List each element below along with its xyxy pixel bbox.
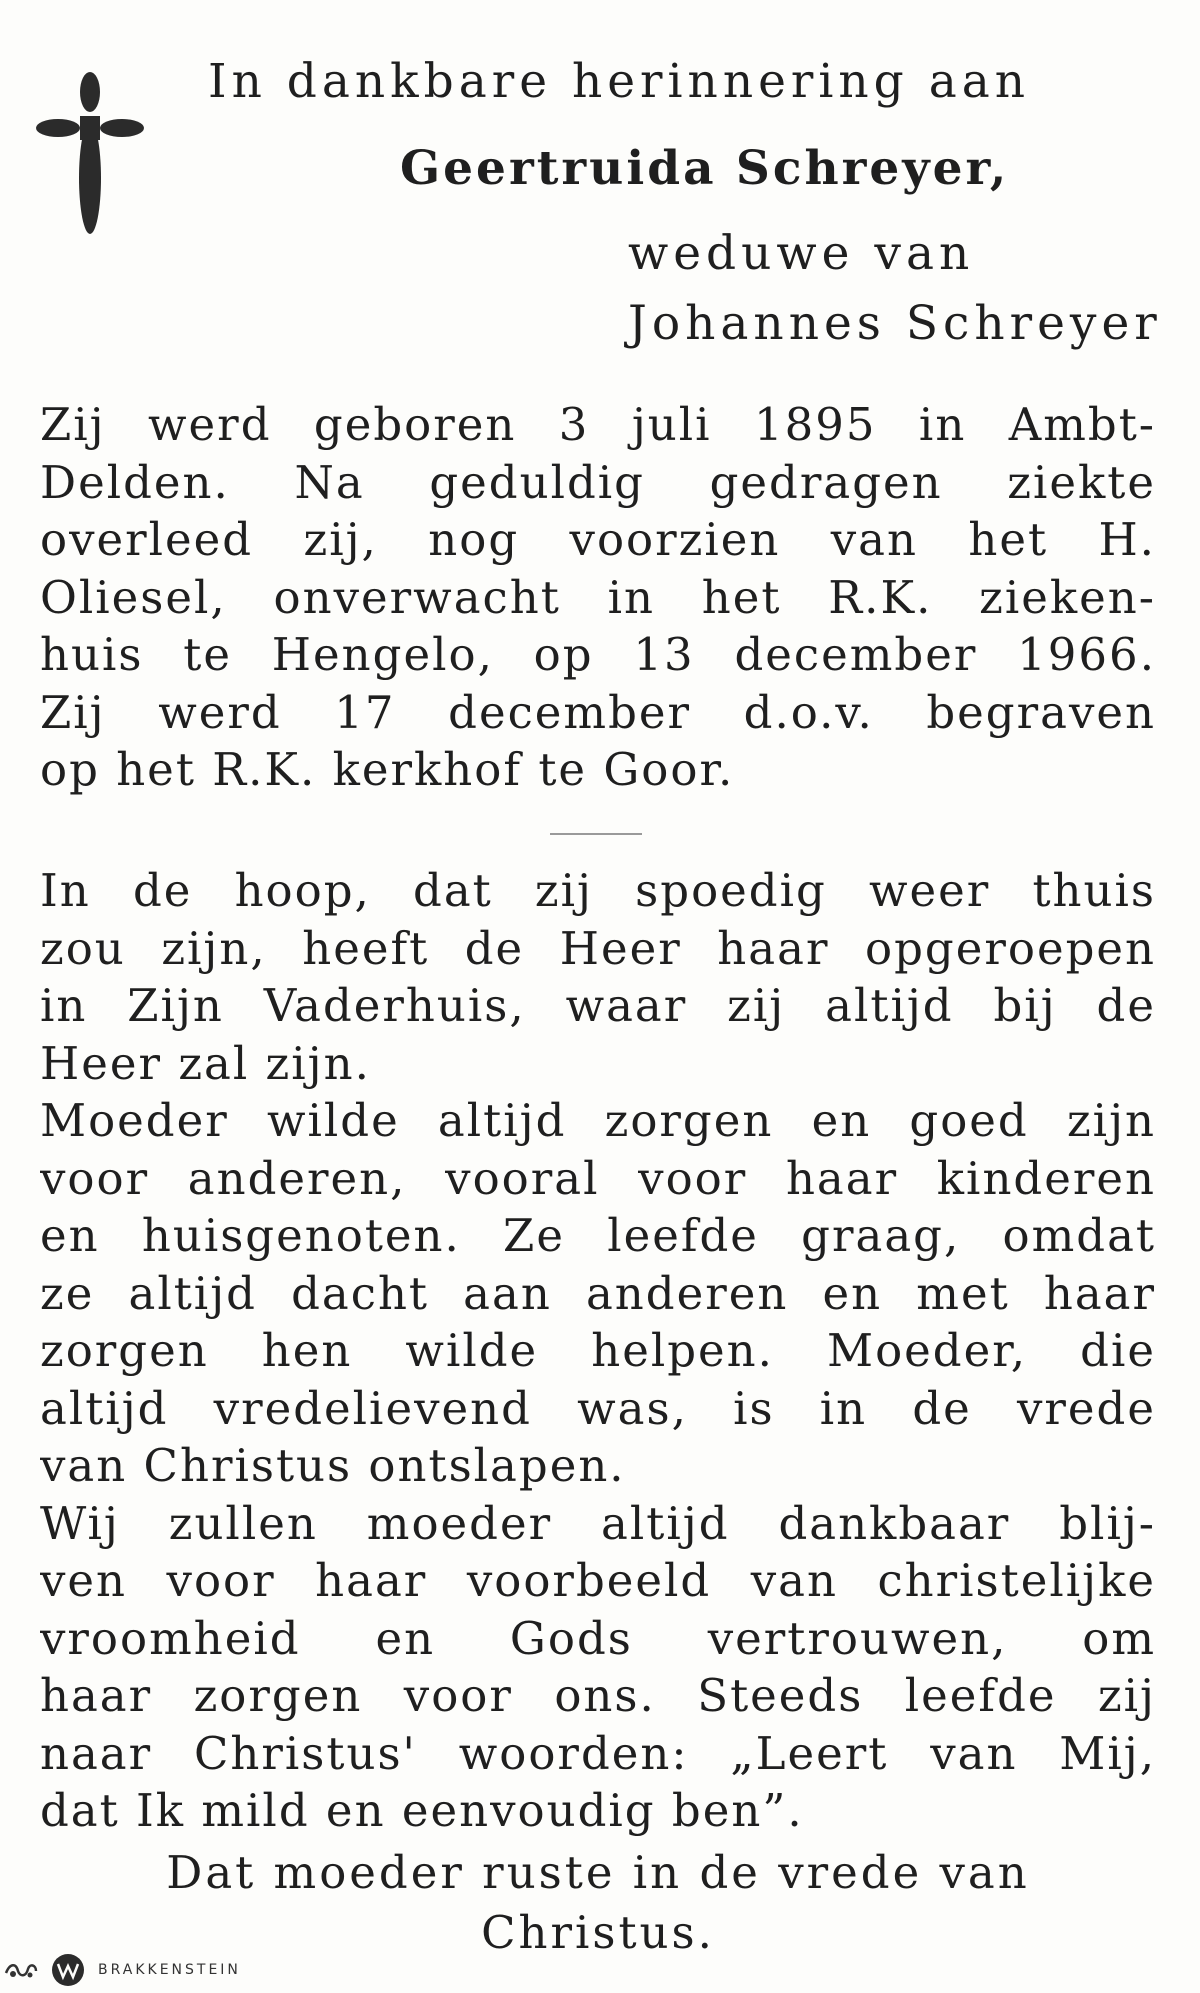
- biography-line: op het R.K. kerkhof te Goor.: [40, 743, 735, 796]
- biography-paragraph: [40, 396, 1156, 799]
- tribute-line: Wij zullen moeder altijd dankbaar blij-: [40, 1496, 1156, 1550]
- deceased-name: Geertruida Schreyer,: [400, 141, 1010, 196]
- biography-line: Zij werd geboren 3 juli 1895 in Ambt-: [40, 398, 1156, 451]
- tribute-line: dat Ik mild en eenvoudig ben”.: [40, 1784, 804, 1837]
- tribute-line: haar zorgen voor ons. Steeds leefde zij: [40, 1669, 1156, 1722]
- biography-line: Delden. Na geduldig gedragen ziekte: [40, 455, 1156, 509]
- tribute-line: ven voor haar voorbeeld van christelijke: [40, 1554, 1156, 1607]
- tribute-line: Moeder wilde altijd zorgen en goed zijn: [40, 1094, 1156, 1147]
- tribute-line: in Zijn Vaderhuis, waar zij altijd bij de: [40, 979, 1156, 1032]
- tribute-line: en huisgenoten. Ze leefde graag, omdat: [40, 1209, 1156, 1262]
- biography-line: Zij werd 17 december d.o.v. begraven: [40, 685, 1156, 739]
- printer-logo-icon: [46, 1953, 90, 1987]
- tribute-line: naar Christus' woorden: „Leert van Mij,: [40, 1726, 1156, 1780]
- tribute-line: voor anderen, vooral voor haar kinderen: [40, 1151, 1156, 1205]
- closing-line: Christus.: [481, 1906, 715, 1959]
- intro-line: In dankbare herinnering aan: [208, 54, 1031, 109]
- printer-name: BRAKKENSTEIN: [98, 1962, 241, 1978]
- tribute-line: In de hoop, dat zij spoedig weer thuis: [40, 864, 1156, 917]
- biography-line: overleed zij, nog voorzien van het H.: [40, 513, 1156, 566]
- tribute-line: ze altijd dacht aan anderen en met haar: [40, 1266, 1156, 1320]
- closing-line: Dat moeder ruste in de vrede van: [166, 1846, 1030, 1899]
- tribute-paragraph: [40, 862, 1156, 1840]
- printer-mark-icon: [4, 1959, 38, 1981]
- biography-line: Oliesel, onverwacht in het R.K. zieken-: [40, 570, 1156, 624]
- tribute-line: vroomheid en Gods vertrouwen, om: [40, 1611, 1156, 1665]
- tribute-line: Heer zal zijn.: [40, 1036, 371, 1090]
- widow-of-line: weduwe van: [628, 226, 975, 281]
- printer-imprint: [4, 1955, 241, 1985]
- tribute-line: zou zijn, heeft de Heer haar opgeroepen: [40, 921, 1156, 975]
- cross-icon: [36, 68, 144, 236]
- tribute-line: zorgen hen wilde helpen. Moeder, die: [40, 1324, 1156, 1377]
- husband-name: Johannes Schreyer: [628, 296, 1162, 351]
- tribute-line: van Christus ontslapen.: [40, 1439, 626, 1492]
- section-divider: [550, 833, 642, 835]
- biography-line: huis te Hengelo, op 13 december 1966.: [40, 628, 1156, 681]
- tribute-line: altijd vredelievend was, is in de vrede: [40, 1381, 1156, 1435]
